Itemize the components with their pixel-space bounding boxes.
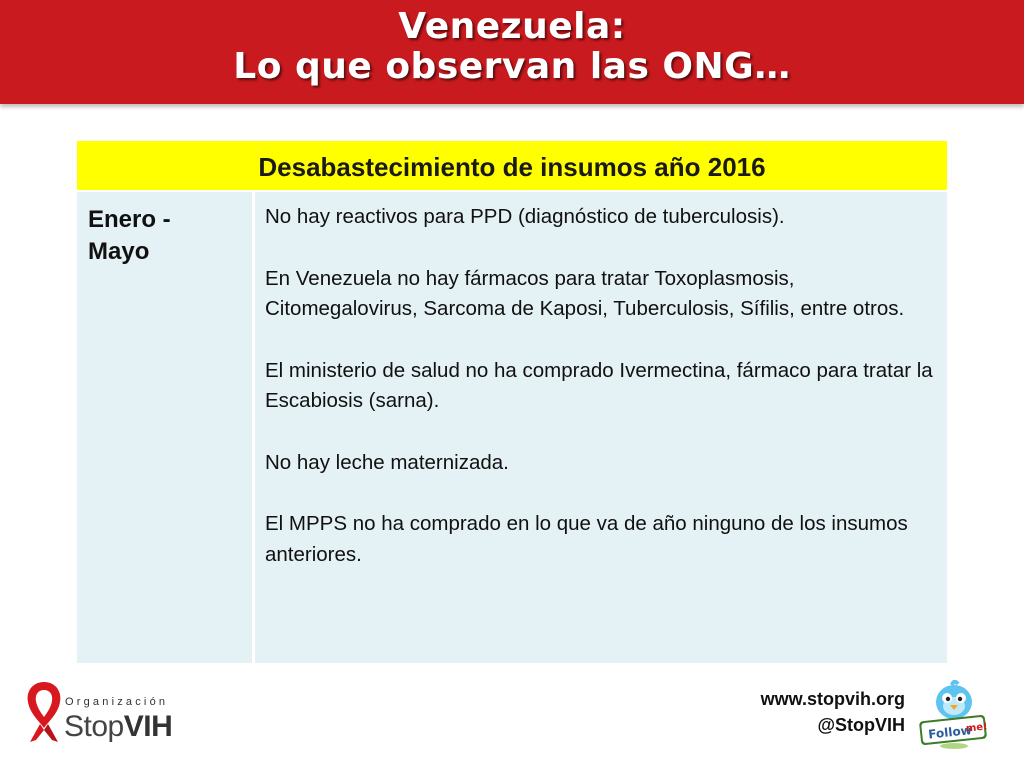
title-banner xyxy=(0,0,1024,104)
twitter-follow-bird-icon[interactable] xyxy=(914,680,994,752)
twitter-handle[interactable]: @StopVIH xyxy=(817,715,905,735)
items-cell xyxy=(255,192,947,663)
list-item: El MPPS no ha comprado en lo que va de año ninguno de los insumos anteriores. xyxy=(265,512,908,566)
list-item: No hay reactivos para PPD (diagnóstico de tuberculosis). xyxy=(265,205,785,228)
page-title-line1: Venezuela: xyxy=(398,6,626,47)
table-title: Desabastecimiento de insumos año 2016 xyxy=(77,141,947,190)
supply-shortage-table xyxy=(77,141,947,663)
list-item: El ministerio de salud no ha comprado Ivermectina, fármaco para tratar la Escabiosis (sarna). xyxy=(265,358,933,412)
badge-me-text: me! xyxy=(965,721,989,735)
logo-organizacion-text: Organización xyxy=(65,696,169,708)
list-item: No hay leche maternizada. xyxy=(265,450,509,474)
red-ribbon-icon xyxy=(22,678,66,744)
list-item: En Venezuela no hay fármacos para tratar Toxoplasmosis, Citomegalovirus, Sarcoma de Kaposi, Tuberculosis, Sífilis, entre otros. xyxy=(265,266,905,320)
stopvih-logo xyxy=(22,676,222,746)
logo-wordmark: StopVIH xyxy=(64,710,173,743)
contact-info xyxy=(761,686,905,738)
badge-follow-text: Follow xyxy=(927,723,973,742)
page-title-line2: Lo que observan las ONG… xyxy=(233,46,791,87)
website-link[interactable]: www.stopvih.org xyxy=(760,689,905,709)
period-label: Enero - Mayo xyxy=(88,206,171,265)
period-cell xyxy=(77,192,252,663)
